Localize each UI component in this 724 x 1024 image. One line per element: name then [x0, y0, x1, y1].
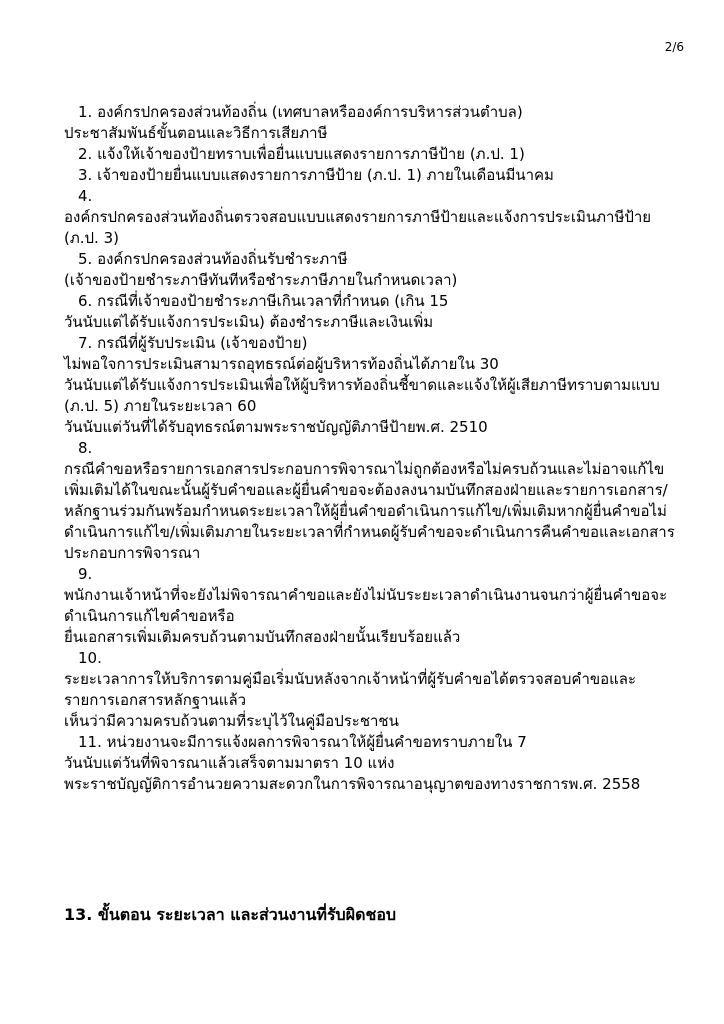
- procedure-note-number: 7.: [78, 334, 93, 352]
- procedure-note-number: 3.: [78, 166, 93, 184]
- page-number: 2/6: [664, 40, 684, 54]
- procedure-note-3: [64, 165, 684, 186]
- section-heading: 13. ขั้นตอน ระยะเวลา และส่วนงานที่รับผิดชอบ: [64, 905, 397, 924]
- procedure-note-text: เจ้าของป้ายยื่นแบบแสดงรายการภาษีป้าย (ภ.ป. 1) ภายในเดือนมีนาคม: [97, 166, 554, 184]
- procedure-note-number: 4.: [78, 187, 93, 205]
- procedure-note-number: 11.: [78, 733, 102, 751]
- procedure-note-text: องค์กรปกครองส่วนท้องถิ่นรับชำระภาษี (เจ้าของป้ายชำระภาษีทันทีหรือชำระภาษีภายในกำหนดเวลา): [64, 250, 458, 289]
- procedure-note-6: [64, 291, 684, 333]
- procedure-note-10: [64, 648, 684, 732]
- procedure-note-2: [64, 144, 684, 165]
- procedure-note-7: [64, 333, 684, 438]
- procedure-note-number: 1.: [78, 103, 93, 121]
- procedure-note-number: 9.: [78, 565, 93, 583]
- procedure-note-number: 2.: [78, 145, 93, 163]
- procedure-note-text: หน่วยงานจะมีการแจ้งผลการพิจารณาให้ผู้ยื่นคำขอทราบภายใน 7 วันนับแต่วันที่พิจารณาแล้วเสร็จตามมาตรา 10 แห่ง พระราชบัญญัติการอำนวยความสะดวกในการพิจารณาอนุญาตของทางราชการพ.ศ. 2558: [64, 733, 641, 793]
- procedure-note-text: แจ้งให้เจ้าของป้ายทราบเพื่อยื่นแบบแสดงรายการภาษีป้าย (ภ.ป. 1): [97, 145, 525, 163]
- procedure-note-text: กรณีคำขอหรือรายการเอกสารประกอบการพิจารณาไม่ถูกต้องหรือไม่ครบถ้วนและไม่อาจแก้ไขเพิ่มเติมได้ในขณะนั้นผู้รับคำขอและผู้ยื่นคำขอจะต้องลงนามบันทึกสองฝ่ายและรายการเอกสาร/หลักฐานร่วมกันพร้อมกำหนดระยะเวลาให้ผู้ยื่นคำขอดำเนินการแก้ไข/เพิ่มเติมหากผู้ยื่นคำขอไม่ดำเนินการแก้ไข/เพิ่มเติมภายในระยะเวลาที่กำหนดผู้รับคำขอจะดำเนินการคืนคำขอและเอกสารประกอบการพิจารณา: [64, 460, 675, 562]
- procedure-note-text: กรณีที่ผู้รับประเมิน (เจ้าของป้าย) ไม่พอใจการประเมินสามารถอุทธรณ์ต่อผู้บริหารท้องถิ่นได้ภายใน 30 วันนับแต่ได้รับแจ้งการประเมินเพื่อให้ผู้บริหารท้องถิ่นชี้ขาดและแจ้งให้ผู้เสียภาษีทราบตามแบบ (ภ.ป. 5) ภายในระยะเวลา 60 วันนับแต่วันที่ได้รับอุทธรณ์ตามพระราชบัญญัติภาษีป้ายพ.ศ. 2510: [64, 334, 660, 436]
- procedure-notes: [64, 102, 684, 795]
- procedure-note-text: ระยะเวลาการให้บริการตามคู่มือเริ่มนับหลังจากเจ้าหน้าที่ผู้รับคำขอได้ตรวจสอบคำขอและรายการเอกสารหลักฐานแล้ว เห็นว่ามีความครบถ้วนตามที่ระบุไว้ในคู่มือประชาชน: [64, 670, 637, 730]
- procedure-note-text: องค์กรปกครองส่วนท้องถิ่น (เทศบาลหรือองค์การบริหารส่วนตำบล) ประชาสัมพันธ์ขั้นตอนและวิธีการเสียภาษี: [64, 103, 523, 142]
- procedure-note-8: [64, 438, 684, 564]
- procedure-note-11: [64, 732, 684, 795]
- procedure-note-1: [64, 102, 684, 144]
- procedure-note-text: องค์กรปกครองส่วนท้องถิ่นตรวจสอบแบบแสดงรายการภาษีป้ายและแจ้งการประเมินภาษีป้าย (ภ.ป. 3): [64, 208, 652, 247]
- procedure-note-number: 5.: [78, 250, 93, 268]
- procedure-note-text: กรณีที่เจ้าของป้ายชำระภาษีเกินเวลาที่กำหนด (เกิน 15 วันนับแต่ได้รับแจ้งการประเมิน) ต้องชำระภาษีและเงินเพิ่ม: [64, 292, 449, 331]
- procedure-note-4: [64, 186, 684, 249]
- procedure-note-number: 8.: [78, 439, 93, 457]
- procedure-note-number: 6.: [78, 292, 93, 310]
- procedure-note-9: [64, 564, 684, 648]
- procedure-note-number: 10.: [78, 649, 102, 667]
- procedure-note-5: [64, 249, 684, 291]
- procedure-note-text: พนักงานเจ้าหน้าที่จะยังไม่พิจารณาคำขอและยังไม่นับระยะเวลาดำเนินงานจนกว่าผู้ยื่นคำขอจะดำเนินการแก้ไขคำขอหรือ ยื่นเอกสารเพิ่มเติมครบถ้วนตามบันทึกสองฝ่ายนั้นเรียบร้อยแล้ว: [64, 586, 668, 646]
